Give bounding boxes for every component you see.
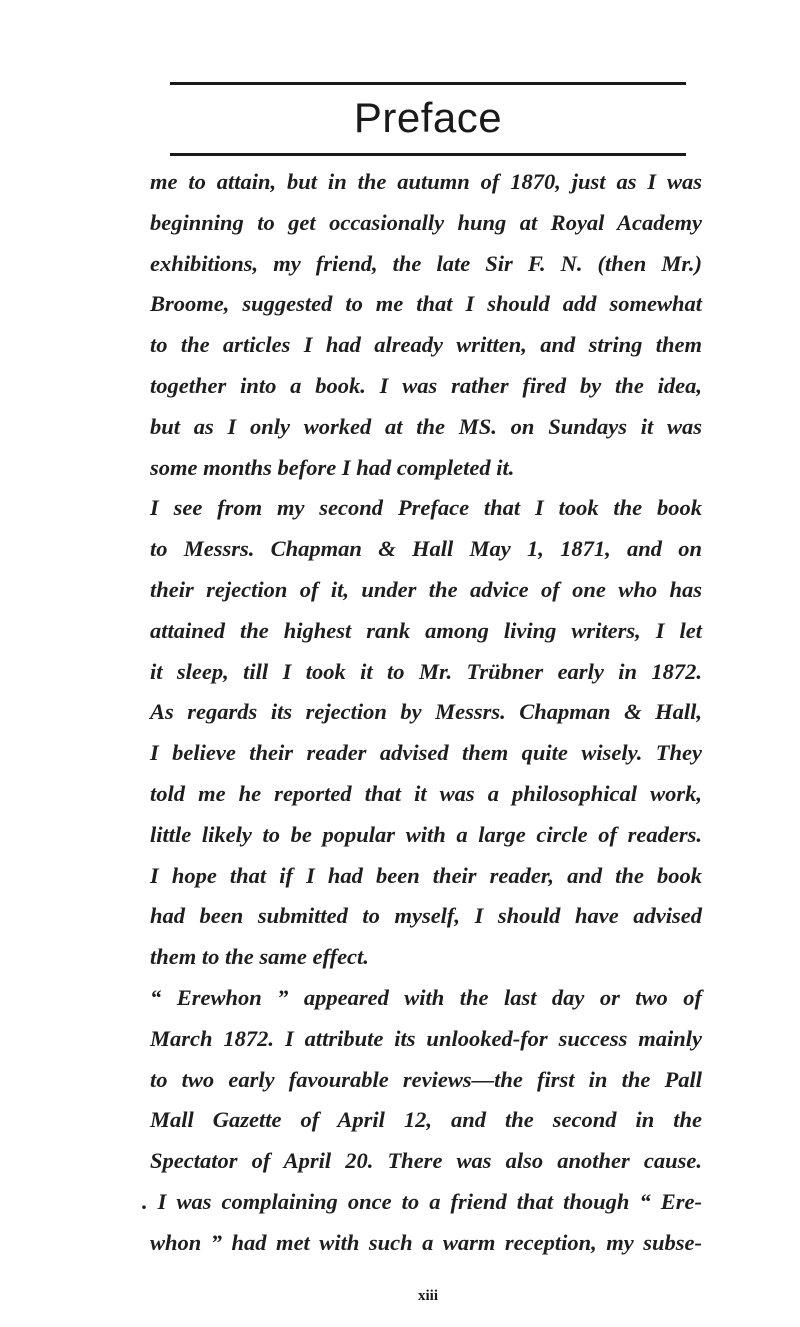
text-line: little likely to be popular with a large circle of readers. xyxy=(150,821,702,847)
text-line: some months before I had completed it. xyxy=(150,454,515,480)
text-line: beginning to get occasionally hung at Royal Academy xyxy=(150,209,702,235)
text-line: told me he reported that it was a philosophical work, xyxy=(150,780,702,806)
text-line: attained the highest rank among living writers, I let xyxy=(150,617,702,643)
text-line: to two early favourable reviews—the first in the Pall xyxy=(150,1066,702,1092)
text-line: Mall Gazette of April 12, and the second in the xyxy=(150,1107,702,1133)
text-line: As regards its rejection by Messrs. Chapman & Hall, xyxy=(150,699,702,725)
text-line: to the articles I had already written, and string them xyxy=(150,332,702,358)
text-line: whon ” had met with such a warm reception, my subse- xyxy=(150,1229,702,1255)
header-rule-bottom xyxy=(170,153,686,156)
text-line: . I was complaining once to a friend that though “ Ere- xyxy=(142,1188,702,1214)
text-line: exhibitions, my friend, the late Sir F. N. (then Mr.) xyxy=(150,250,702,276)
text-line: me to attain, but in the autumn of 1870, just as I was xyxy=(150,169,702,194)
text-line: Spectator of April 20. There was also another cause. xyxy=(150,1148,702,1174)
text-line: “ Erewhon ” appeared with the last day or two of xyxy=(150,984,702,1010)
text-line: I believe their reader advised them quite wisely. They xyxy=(150,740,702,766)
text-line: I see from my second Preface that I took the book xyxy=(150,495,702,521)
text-line: had been submitted to myself, I should have advised xyxy=(150,903,702,929)
text-line: March 1872. I attribute its unlooked-for success mainly xyxy=(150,1025,702,1051)
page-title: Preface xyxy=(353,94,503,141)
page-number: xiii xyxy=(417,1288,438,1304)
text-line: them to the same effect. xyxy=(150,944,369,970)
text-line: Broome, suggested to me that I should add somewhat xyxy=(150,291,702,317)
text-line: their rejection of it, under the advice of one who has xyxy=(150,576,702,602)
text-line: to Messrs. Chapman & Hall May 1, 1871, and on xyxy=(150,536,702,562)
text-line: together into a book. I was rather fired by the idea, xyxy=(150,372,702,398)
text-line: I hope that if I had been their reader, and the book xyxy=(150,862,702,888)
text-line: it sleep, till I took it to Mr. Trübner early in 1872. xyxy=(150,658,702,684)
body-text xyxy=(142,162,702,1264)
text-line: but as I only worked at the MS. on Sundays it was xyxy=(150,413,702,439)
